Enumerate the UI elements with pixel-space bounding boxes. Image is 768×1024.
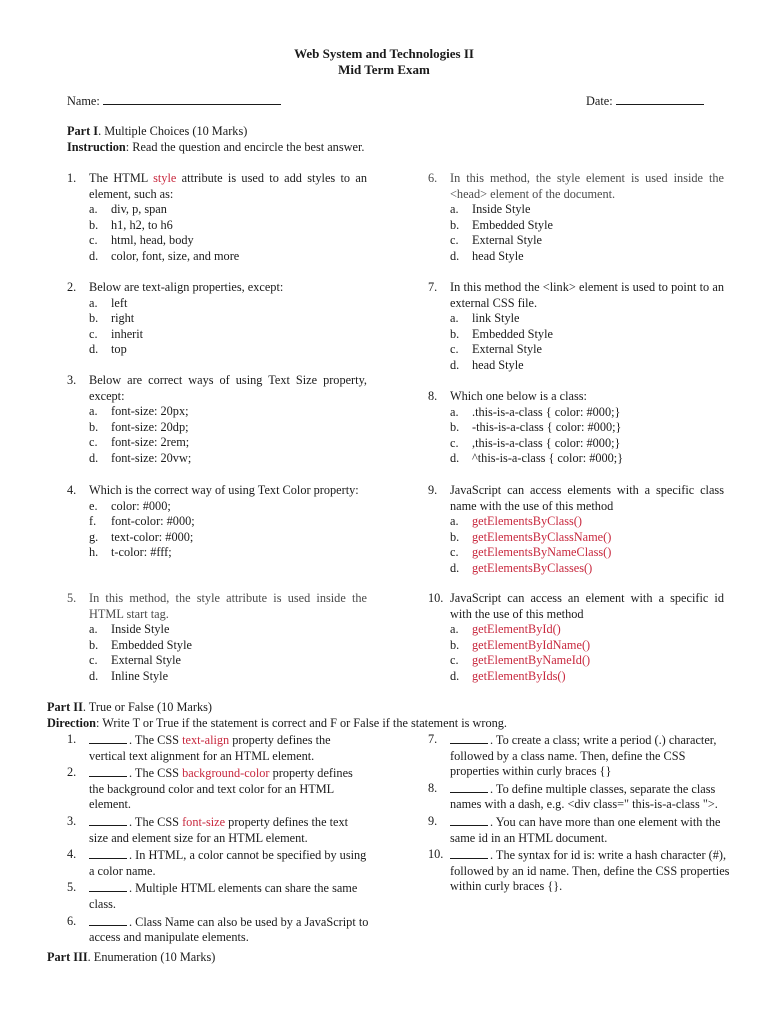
tf-highlight: background-color [182, 766, 270, 781]
option-text: getElementByIds() [472, 668, 566, 683]
option-letter: a. [450, 311, 459, 326]
tf-text-post: property defines the text size and element size for an HTML element. [89, 814, 349, 845]
tf-number: 4. [67, 847, 77, 862]
tf-text-pre: . The CSS [129, 766, 183, 781]
option[interactable] [428, 530, 724, 546]
option-text: Inline Style [111, 668, 169, 683]
tf-text-post: property defines the vertical text alignment for an HTML element. [89, 733, 331, 763]
option[interactable] [67, 218, 367, 234]
option-letter: d. [89, 248, 99, 263]
tf-text-post: property defines the background color and text color for an HTML element. [89, 766, 353, 812]
option[interactable] [67, 311, 367, 327]
option[interactable] [428, 514, 724, 530]
option[interactable] [428, 669, 724, 685]
option[interactable] [67, 296, 367, 312]
option-letter: b. [450, 637, 460, 652]
option[interactable] [428, 233, 724, 249]
mc-question-8 [428, 389, 724, 467]
direction-label: Direction [47, 716, 96, 730]
name-field [67, 92, 281, 110]
tf-item [47, 732, 369, 764]
option-letter: d. [89, 668, 99, 683]
option[interactable] [428, 638, 724, 654]
option-text: Embedded Style [472, 217, 553, 232]
option[interactable] [428, 622, 724, 638]
tf-item [47, 765, 369, 813]
option-letter: d. [450, 357, 460, 372]
tf-number: 5. [67, 880, 77, 895]
option-text: Embedded Style [111, 637, 192, 652]
question-text: In this method, the style attribute is used inside the HTML start tag. [89, 591, 367, 621]
option-text: html, head, body [111, 233, 194, 248]
mc-question-4 [67, 483, 367, 561]
option-letter: c. [450, 233, 459, 248]
option-text: .this-is-a-class { color: #000;} [472, 404, 621, 419]
question-number: 4. [67, 483, 77, 497]
option-text: getElementsByNameClass() [472, 545, 612, 560]
tf-item [408, 781, 730, 813]
option-letter: c. [450, 653, 459, 668]
part3-heading [47, 950, 215, 966]
tf-highlight: font-size [182, 814, 226, 829]
option-letter: b. [450, 217, 460, 232]
tf-number: 10. [428, 847, 444, 862]
option[interactable] [67, 435, 367, 451]
question-text: Which one below is a class: [450, 389, 587, 403]
option[interactable] [428, 545, 724, 561]
question-text: In this method, the style element is used inside the <head> element of the document. [450, 171, 724, 201]
option-letter: d. [450, 451, 460, 466]
answer-blank[interactable] [89, 765, 127, 777]
option-letter: g. [89, 529, 99, 544]
tf-text: . Class Name can also be used by a JavaScript to access and manipulate elements. [89, 914, 369, 945]
tf-right-column [408, 732, 730, 896]
part1-instruction [67, 140, 364, 156]
question-number: 9. [428, 483, 438, 497]
tf-item [47, 814, 369, 846]
option[interactable] [67, 342, 367, 358]
option-letter: d. [450, 668, 460, 683]
direction-text: : Write T or True if the statement is correct and F or False if the statement is wrong. [95, 716, 507, 730]
option-text: font-size: 2rem; [111, 435, 190, 450]
option-letter: b. [89, 637, 99, 652]
tf-item [47, 914, 369, 946]
option-text: getElementsByClassName() [472, 529, 612, 544]
option-text: getElementByIdName() [472, 637, 591, 652]
option-text: External Style [472, 342, 543, 357]
mc-question-2 [67, 280, 367, 358]
option-text: ^this-is-a-class { color: #000;} [472, 451, 624, 466]
option-letter: c. [450, 435, 459, 450]
question-number: 6. [428, 171, 438, 185]
question-number: 2. [67, 280, 77, 294]
option[interactable] [67, 653, 367, 669]
tf-text-pre: . The CSS [129, 733, 183, 747]
part2-label: Part II [47, 700, 83, 714]
mc-question-3 [67, 373, 367, 467]
option[interactable] [67, 404, 367, 420]
mc-question-7 [428, 280, 724, 374]
option-letter: d. [89, 342, 99, 357]
option-letter: c. [450, 342, 459, 357]
option-letter: d. [450, 248, 460, 263]
part2-heading [47, 700, 212, 716]
exam-title: Web System and Technologies II [294, 46, 474, 61]
option[interactable] [67, 233, 367, 249]
answer-blank[interactable] [450, 814, 488, 826]
option[interactable] [67, 451, 367, 467]
option-letter: c. [89, 233, 98, 248]
option-text: External Style [472, 233, 543, 248]
date-field [586, 92, 704, 110]
option[interactable] [67, 530, 367, 546]
option[interactable] [428, 405, 724, 421]
option[interactable] [428, 342, 724, 358]
option-letter: e. [89, 498, 98, 513]
option-letter: c. [89, 435, 98, 450]
question-text-pre: The HTML [89, 171, 154, 185]
question-number: 8. [428, 389, 438, 403]
date-label: Date: [586, 94, 613, 108]
tf-text: . In HTML, a color cannot be specified by using a color name. [89, 848, 367, 878]
question-highlight: style [153, 171, 177, 185]
option[interactable] [428, 311, 724, 327]
option-text: top [111, 342, 127, 357]
tf-item [408, 732, 730, 780]
option[interactable] [67, 638, 367, 654]
option-text: Inside Style [111, 622, 170, 637]
option[interactable] [67, 514, 367, 530]
option[interactable] [428, 202, 724, 218]
mc-question-10 [428, 591, 724, 685]
option-text: Inside Style [472, 202, 531, 217]
option-letter: b. [450, 420, 460, 435]
option-text: getElementByNameId() [472, 653, 591, 668]
option[interactable] [428, 653, 724, 669]
option-letter: c. [89, 326, 98, 341]
date-line [616, 92, 704, 105]
option-letter: b. [89, 311, 99, 326]
instruction-text: : Read the question and encircle the best answer. [125, 140, 365, 154]
answer-blank[interactable] [89, 814, 127, 826]
tf-text: . The syntax for id is: write a hash character (#), followed by an id name. Then, define the CSS properties within curly braces {}. [450, 848, 730, 894]
option-letter: a. [450, 404, 459, 419]
option-letter: a. [450, 514, 459, 529]
question-number: 1. [67, 171, 77, 185]
exam-subtitle: Mid Term Exam [338, 62, 430, 77]
answer-blank[interactable] [89, 732, 127, 744]
question-text-post: attribute is used to add styles to an element, such as: [89, 171, 367, 201]
part2-direction [47, 716, 747, 732]
mc-question-9 [428, 483, 724, 577]
tf-item [47, 880, 369, 912]
question-text: In this method the <link> element is used to point to an external CSS file. [450, 280, 724, 310]
tf-number: 2. [67, 765, 77, 780]
option[interactable] [67, 499, 367, 515]
answer-blank[interactable] [89, 880, 127, 892]
tf-item [408, 814, 730, 846]
option[interactable] [428, 218, 724, 234]
tf-number: 3. [67, 813, 77, 828]
option-text: -this-is-a-class { color: #000;} [472, 420, 622, 435]
option-text: Embedded Style [472, 326, 553, 341]
option-text: link Style [472, 311, 520, 326]
option-text: left [111, 295, 128, 310]
option[interactable] [67, 545, 367, 561]
tf-item [47, 847, 369, 879]
option-text: font-color: #000; [111, 514, 195, 529]
option-letter: a. [89, 202, 98, 217]
question-text: Which is the correct way of using Text Color property: [89, 483, 359, 497]
option-text: div, p, span [111, 202, 167, 217]
option-text: inherit [111, 326, 144, 341]
option-text: color: #000; [111, 498, 171, 513]
option-letter: f. [89, 514, 97, 529]
option-text: font-size: 20vw; [111, 450, 192, 465]
answer-blank[interactable] [89, 914, 127, 926]
tf-number: 8. [428, 780, 438, 795]
option-text: ,this-is-a-class { color: #000;} [472, 435, 621, 450]
option-letter: a. [450, 202, 459, 217]
option[interactable] [67, 327, 367, 343]
part2-title: . True or False (10 Marks) [82, 700, 212, 714]
option-letter: a. [89, 404, 98, 419]
option-letter: c. [450, 545, 459, 560]
answer-blank[interactable] [450, 732, 488, 744]
part1-title: . Multiple Choices (10 Marks) [98, 124, 248, 138]
part3-label: Part III [47, 950, 88, 964]
tf-number: 9. [428, 813, 438, 828]
option-text: font-size: 20dp; [111, 419, 189, 434]
tf-text: . To define multiple classes, separate the class names with a dash, e.g. <div class=" this-is-a-class ">. [450, 781, 718, 812]
mc-question-6 [428, 171, 724, 265]
tf-item [408, 847, 730, 895]
part1-label: Part I [67, 124, 99, 138]
tf-number: 7. [428, 732, 438, 746]
question-number: 10. [428, 591, 444, 605]
tf-left-column [47, 732, 369, 947]
option-letter: b. [450, 326, 460, 341]
option[interactable] [67, 249, 367, 265]
option-letter: a. [450, 622, 459, 637]
option-text: head Style [472, 357, 524, 372]
option-text: h1, h2, to h6 [111, 217, 173, 232]
name-line [103, 92, 281, 105]
answer-blank[interactable] [450, 781, 488, 793]
option[interactable] [428, 451, 724, 467]
answer-blank[interactable] [89, 847, 127, 859]
option-text: t-color: #fff; [111, 545, 172, 560]
option[interactable] [428, 420, 724, 436]
option-letter: a. [89, 295, 98, 310]
option-text: External Style [111, 653, 182, 668]
option-letter: h. [89, 545, 99, 560]
option[interactable] [67, 669, 367, 685]
question-number: 5. [67, 591, 77, 605]
option-letter: d. [450, 560, 460, 575]
part3-title: . Enumeration (10 Marks) [87, 950, 216, 964]
tf-number: 6. [67, 913, 77, 928]
option-text: head Style [472, 248, 524, 263]
part1-heading [67, 124, 247, 140]
tf-text: . To create a class; write a period (.) character, followed by a class name. Then, define the CSS properties within curly braces {} [450, 733, 717, 779]
option-text: color, font, size, and more [111, 248, 240, 263]
option-text: getElementsByClasses() [472, 560, 593, 575]
question-number: 7. [428, 280, 438, 294]
option-text: getElementById() [472, 622, 561, 637]
option-letter: b. [89, 419, 99, 434]
tf-text: . You can have more than one element with the same id in an HTML document. [450, 814, 721, 845]
mc-question-5 [67, 591, 367, 685]
option[interactable] [428, 561, 724, 577]
question-text: Below are correct ways of using Text Size property, except: [89, 373, 367, 403]
option[interactable] [428, 358, 724, 374]
question-number: 3. [67, 373, 77, 387]
instruction-label: Instruction [67, 140, 126, 154]
tf-number: 1. [67, 732, 77, 746]
option-letter: b. [450, 529, 460, 544]
option-letter: c. [89, 653, 98, 668]
tf-text-pre: . The CSS [129, 814, 183, 829]
question-text: JavaScript can access an element with a specific id with the use of this method [450, 591, 724, 621]
mc-question-1 [67, 171, 367, 265]
option-text: text-color: #000; [111, 529, 194, 544]
question-text: Below are text-align properties, except: [89, 280, 284, 294]
option-letter: a. [89, 622, 98, 637]
answer-blank[interactable] [450, 847, 488, 859]
name-label: Name: [67, 94, 100, 108]
option[interactable] [428, 327, 724, 343]
option[interactable] [428, 249, 724, 265]
option-letter: b. [89, 217, 99, 232]
option[interactable] [67, 622, 367, 638]
question-text: JavaScript can access elements with a specific class name with the use of this method [450, 483, 724, 513]
option-text: font-size: 20px; [111, 404, 189, 419]
tf-text: . Multiple HTML elements can share the same class. [89, 881, 358, 911]
option-letter: d. [89, 450, 99, 465]
tf-highlight: text-align [182, 733, 230, 747]
option-text: getElementsByClass() [472, 514, 582, 529]
option[interactable] [67, 202, 367, 218]
option[interactable] [67, 420, 367, 436]
option-text: right [111, 311, 135, 326]
option[interactable] [428, 436, 724, 452]
